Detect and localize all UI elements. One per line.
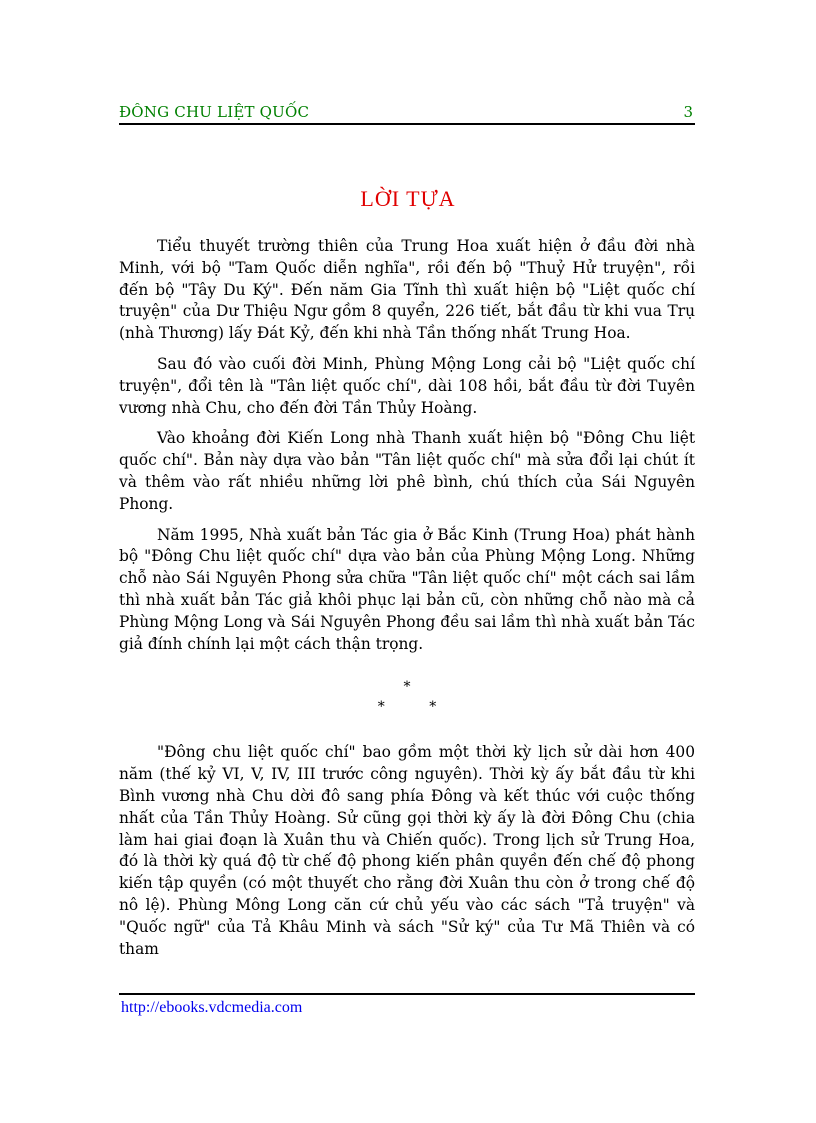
paragraph: "Đông chu liệt quốc chí" bao gồm một thời kỳ lịch sử dài hơn 400 năm (thế kỷ VI, V, IV, III trước công nguyên). Thời kỳ ấy bắt đầu từ khi Bình vương nhà Chu dời đô sang phía Đông và kết thúc với cuộc thống nhất của Tần Thủy Hoàng. Sử cũng gọi thời kỳ ấy là đời Đông Chu (chia làm hai giai đoạn là Xuân thu và Chiến quốc). Trong lịch sử Trung Hoa, đó là thời kỳ quá độ từ chế độ phong kiến phân quyền đến chế độ phong kiến tập quyền (có một thuyết cho rằng đời Xuân thu còn ở trong chế độ nô lệ). Phùng Mông Long căn cứ chủ yếu vào các sách "Tả truyện" và "Quốc ngữ" của Tả Khâu Minh và sách "Sử ký" của Tư Mã Thiên và có tham xyxy=(119,743,695,958)
book-title: ĐÔNG CHU LIỆT QUỐC xyxy=(119,103,310,121)
paragraph: Vào khoảng đời Kiến Long nhà Thanh xuất hiện bộ "Đông Chu liệt quốc chí". Bản này dựa vào bản "Tân liệt quốc chí" mà sửa đổi lại chút ít và thêm vào rất nhiều những lời phê bình, chú thích của Sái Nguyên Phong. xyxy=(119,429,695,513)
page-header xyxy=(119,101,695,125)
separator-bottom: * * xyxy=(377,699,437,716)
page-number: 3 xyxy=(683,103,693,121)
section-separator xyxy=(119,677,695,717)
page-footer xyxy=(119,993,695,1016)
separator-top: * xyxy=(403,679,411,696)
chapter-title: LỜI TỰA xyxy=(360,186,456,211)
footer-link[interactable]: http://ebooks.vdcmedia.com xyxy=(121,999,303,1016)
paragraph: Tiểu thuyết trường thiên của Trung Hoa xuất hiện ở đầu đời nhà Minh, với bộ "Tam Quốc diễn nghĩa", rồi đến bộ "Thuỷ Hử truyện", rồi đến bộ "Tây Du Ký". Đến năm Gia Tĩnh thì xuất hiện bộ "Liệt quốc chí truyện" của Dư Thiệu Ngư gồm 8 quyển, 226 tiết, bắt đầu từ khi vua Trụ (nhà Thương) lấy Đát Kỷ, đến khi nhà Tần thống nhất Trung Hoa. xyxy=(119,237,695,343)
body-text xyxy=(119,236,695,969)
paragraph: Sau đó vào cuối đời Minh, Phùng Mộng Long cải bộ "Liệt quốc chí truyện", đổi tên là "Tân liệt quốc chí", dài 108 hồi, bắt đầu từ đời Tuyên vương nhà Chu, cho đến đời Tần Thủy Hoàng. xyxy=(119,354,695,417)
paragraph: Năm 1995, Nhà xuất bản Tác gia ở Bắc Kinh (Trung Hoa) phát hành bộ "Đông Chu liệt quốc chí" dựa vào bản của Phùng Mộng Long. Những chỗ nào Sái Nguyên Phong sửa chữa "Tân liệt quốc chí" một cách sai lầm thì nhà xuất bản Tác giả khôi phục lại bản cũ, còn những chỗ nào mà cả Phùng Mộng Long và Sái Nguyên Phong đều sai lầm thì nhà xuất bản Tác giả đính chính lại một cách thận trọng. xyxy=(119,525,695,653)
